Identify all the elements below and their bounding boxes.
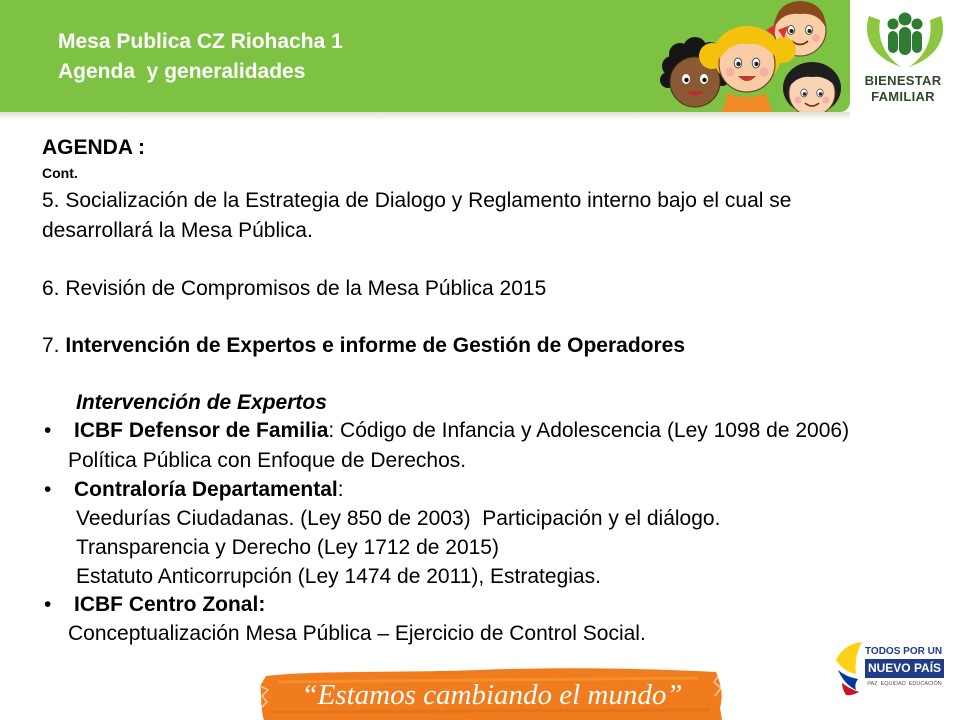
slide-title: Mesa Publica CZ Riohacha 1 <box>58 30 343 53</box>
expert-item-detail: Política Pública con Enfoque de Derechos. <box>68 449 467 472</box>
expert-item-detail: Transparencia y Derecho (Ley 1712 de 2015) <box>76 536 499 559</box>
expert-item-text: : Código de Infancia y Adolescencia (Ley 1098 de 2006) <box>328 419 850 442</box>
agenda-continued-label: Cont. <box>42 165 78 181</box>
agenda-item-6: 6. Revisión de Compromisos de la Mesa Pública 2015 <box>42 277 547 300</box>
bienestar-familiar-logo-icon <box>859 10 951 72</box>
bullet-icon: • <box>44 419 52 442</box>
child-face-dark-hair-icon <box>783 62 841 112</box>
slide-subtitle: Agenda y generalidades <box>58 60 306 83</box>
expert-item-detail: Estatuto Anticorrupción (Ley 1474 de 2011), Estrategias. <box>76 565 601 588</box>
expert-item-text: : <box>337 478 344 501</box>
logo-text-bienestar: BIENESTAR <box>864 73 942 88</box>
expert-item-detail: Veedurías Ciudadanas. (Ley 850 de 2003) Participación y el diálogo. <box>76 507 721 530</box>
slogan-text: “Estamos cambiando el mundo” <box>301 679 683 711</box>
expert-item-label: ICBF Defensor de Familia <box>74 419 329 442</box>
logo-family-figures-icon <box>888 13 923 56</box>
expert-item-label: Contraloría Departamental <box>74 478 338 501</box>
todos-por-un-nuevo-pais-logo <box>832 638 948 696</box>
gov-logo-tagline: PAZ EQUIDAD EDUCACIÓN <box>867 681 942 687</box>
experts-section-title: Intervención de Expertos <box>76 391 327 414</box>
agenda-item-7-number: 7. <box>42 334 66 357</box>
agenda-item-7-title: Intervención de Expertos e informe de Gestión de Operadores <box>65 334 686 357</box>
expert-item-centro-zonal: ICBF Centro Zonal: <box>74 593 266 616</box>
gov-logo-line-2: NUEVO PAÍS <box>865 659 944 678</box>
agenda-item-5-line-1: 5. Socialización de la Estrategia de Dialogo y Reglamento interno bajo el cual se <box>42 189 792 212</box>
expert-item-defensor <box>74 418 849 444</box>
agenda-heading: AGENDA : <box>42 136 146 159</box>
agenda-item-7 <box>42 333 685 359</box>
bullet-icon: • <box>44 478 52 501</box>
expert-item-detail: Conceptualización Mesa Pública – Ejercicio de Control Social. <box>68 622 646 645</box>
gov-logo-line-1: TODOS POR UN <box>865 646 943 657</box>
children-faces-illustration <box>650 0 850 112</box>
agenda-item-5-line-2: desarrollará la Mesa Pública. <box>42 219 313 242</box>
colombia-flag-swoosh-icon <box>832 638 864 696</box>
logo-text-familiar: FAMILIAR <box>871 89 935 104</box>
expert-item-contraloria <box>74 477 344 503</box>
bullet-icon: • <box>44 593 52 616</box>
header-divider <box>0 112 850 120</box>
